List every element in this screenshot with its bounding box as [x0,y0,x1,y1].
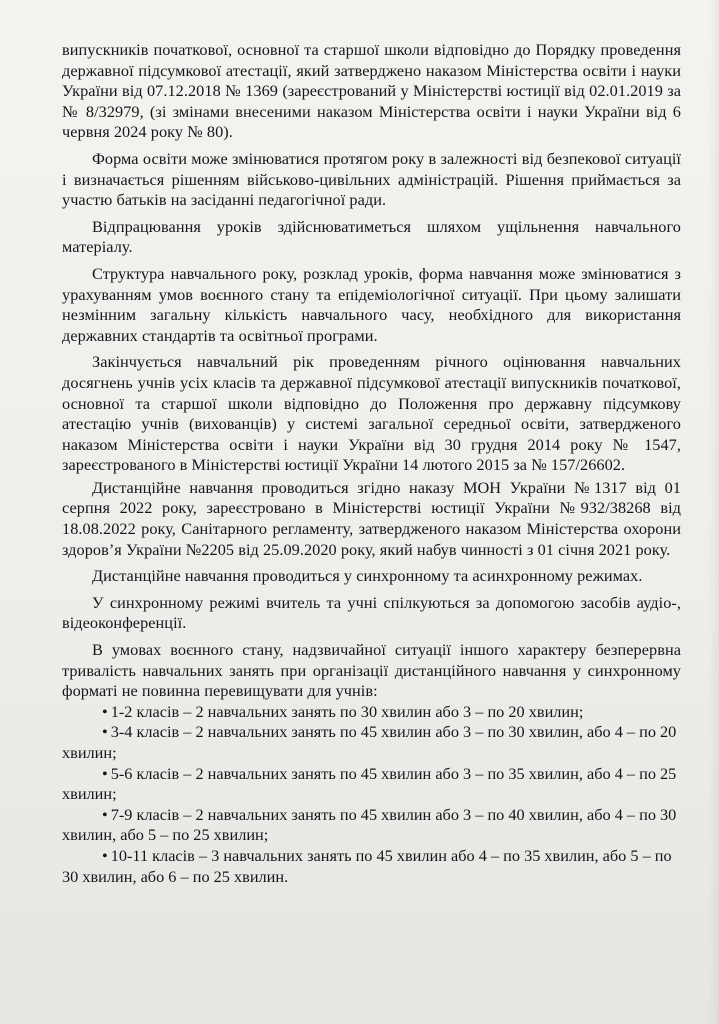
bullet-icon: • [102,722,108,742]
list-item [62,702,681,723]
page-edge-shadow [709,0,719,1024]
paragraph-synchronous-mode: У синхронному режимі вчитель та учні спілкуються за допомогою засобів аудіо-, відеоконференції. [62,592,681,633]
list-item-text: 1-2 класів – 2 навчальних занять по 30 хвилин або 3 – по 20 хвилин; [110,701,584,721]
paragraph-year-structure: Структура навчального року, розклад уроків, форма навчання може змінюватися з урахуванням умов воєнного стану та епідеміологічної ситуації. При цьому залишати незмінним загальну кількість навчального часу, необхідного для використання державних стандартів та освітньої програми. [62,263,681,345]
duration-list [62,702,681,887]
bullet-icon: • [102,763,108,783]
list-item [62,764,681,805]
paragraph-lesson-makeup: Відпрацювання уроків здійснюватиметься шляхом ущільнення навчального матеріалу. [62,216,681,257]
list-item-text: 7-9 класів – 2 навчальних занять по 45 хвилин або 3 – по 40 хвилин, або 4 – по 30 хвилин, або 5 – по 25 хвилин; [62,804,677,845]
list-item [62,722,681,763]
paragraph-form-of-education: Форма освіти може змінюватися протягом року в залежності від безпекової ситуації і визначається рішенням військово-цивільних адміністрацій. Рішення приймається за участю батьків на засіданні педагогічної ради. [62,148,681,210]
list-item [62,805,681,846]
list-item-text: 10-11 класів – 3 навчальних занять по 45 хвилин або 4 – по 35 хвилин, або 5 – по 30 хвилин, або 6 – по 25 хвилин. [62,845,672,886]
paragraph-distance-learning-basis: Дистанційне навчання проводиться згідно наказу МОН України №1317 від 01 серпня 2022 року, зареєстровано в Міністерстві юстиції України №932/38268 від 18.08.2022 року, Санітарного регламенту, затвердженого наказом Міністерства охорони здоров’я України №2205 від 25.09.2020 року, який набув чинності з 01 січня 2021 року. [62,477,681,559]
paragraph-wartime-duration: В умовах воєнного стану, надзвичайної ситуації іншого характеру безперервна тривалість навчальних занять при організації дистанційного навчання у синхронному форматі не повинна перевищувати для учнів: [62,640,681,701]
list-item [62,846,681,887]
bullet-icon: • [102,845,108,865]
paragraph-attestation-order: випускників початкової, основної та старшої школи відповідно до Порядку проведення державної підсумкової атестації, який затверджено наказом Міністерства освіти і науки України від 07.12.2018 № 1369 (зареєстрований у Міністерстві юстиції від 02.01.2019 за № 8/32979, (зі змінами внесеними наказом Міністерства освіти і науки України від 6 червня 2024 року № 80). [62,40,681,142]
bullet-icon: • [102,701,108,721]
paragraph-distance-modes: Дистанційне навчання проводиться у синхронному та асинхронному режимах. [92,566,643,586]
bullet-icon: • [102,804,108,824]
list-item-text: 5-6 класів – 2 навчальних занять по 45 хвилин або 3 – по 35 хвилин, або 4 – по 25 хвилин; [62,763,677,804]
list-item-text: 3-4 класів – 2 навчальних занять по 45 хвилин або 3 – по 30 хвилин, або 4 – по 20 хвилин; [62,722,677,762]
paragraph-year-end: Закінчується навчальний рік проведенням річного оцінювання навчальних досягнень учнів усіх класів та державної підсумкової атестації випускників початкової, основної та старшої школи відповідно до Положення про державну підсумкову атестацію учнів (вихованців) у системі загальної середньої освіти, затвердженого наказом Міністерства освіти і науки України від 30 грудня 2014 року № 1547, зареєстрованого в Міністерстві юстиції України 14 лютого 2015 за № 157/26602. [62,352,681,475]
